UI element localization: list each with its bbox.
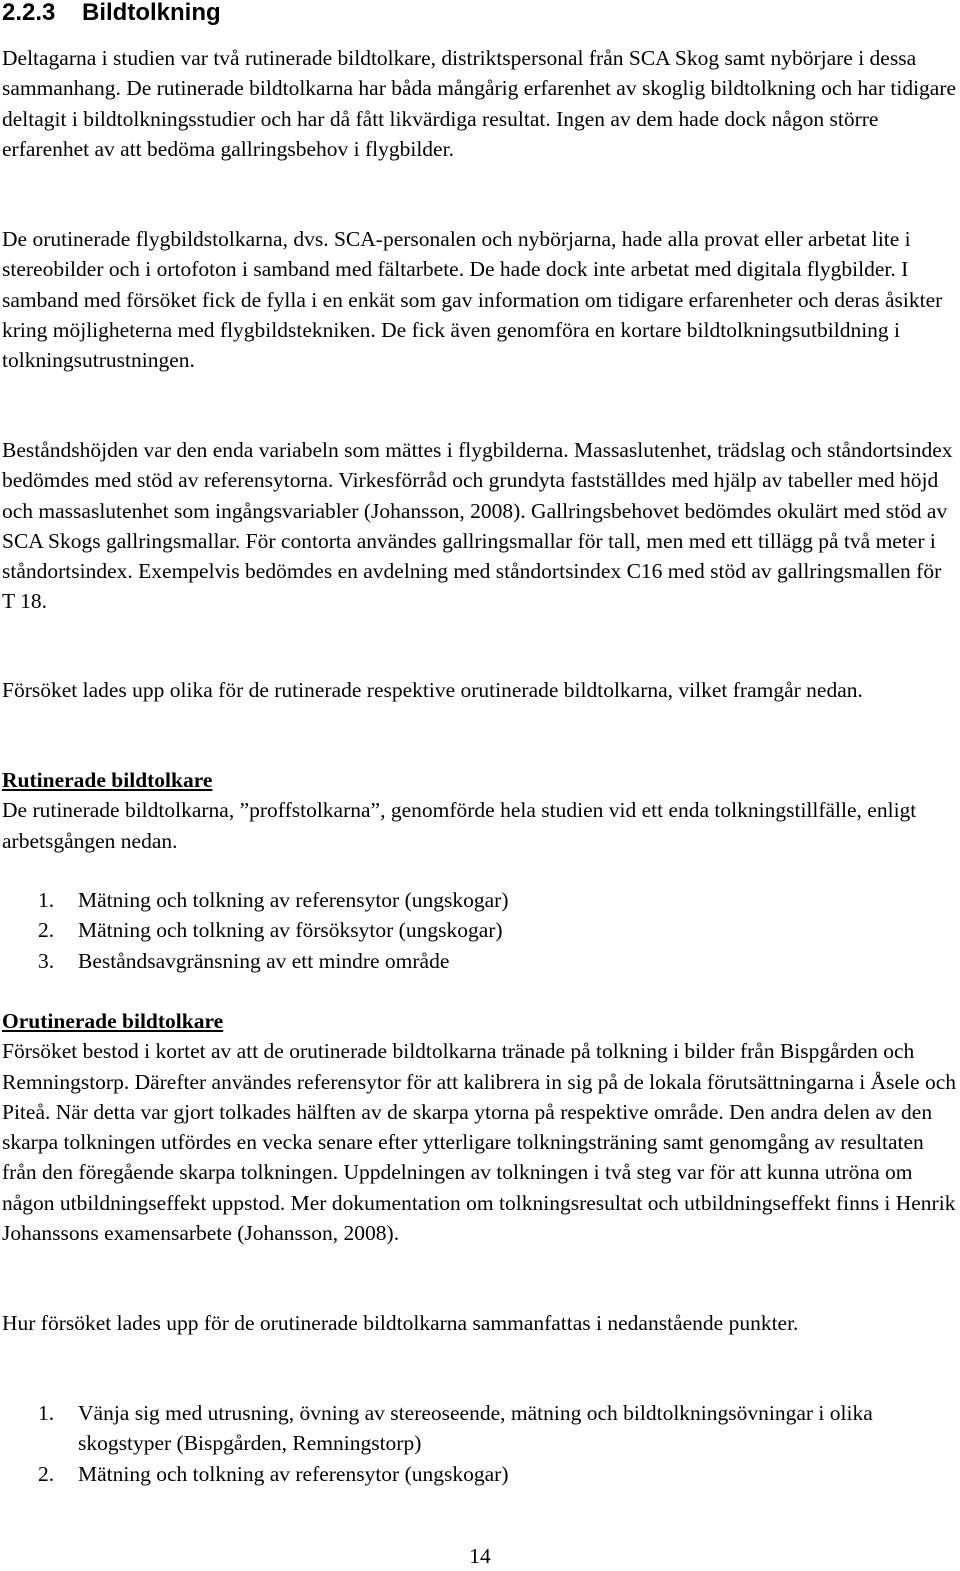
- paragraph-trained: De rutinerade bildtolkarna, ”proffstolkarna”, genomförde hela studien vid ett enda tolkningstillfälle, enligt arbetsgången nedan.: [2, 798, 917, 853]
- subheading-untrained: Orutinerade bildtolkare: [2, 1009, 224, 1033]
- section-number: 2.2.3: [2, 0, 56, 26]
- paragraph-participants: Deltagarna i studien var två rutinerade bildtolkare, distriktspersonal från SCA Skog samt nybörjare i dessa sammanhang. De rutinerade bildtolkarna har båda mångårig erfarenhet av skoglig bildtolkning och har tidigare deltagit i bildtolkningsstudier och har då fått likvärdiga resultat. Ingen av dem hade dock någon större erfarenhet av att bedöma gallringsbehov i flygbilder.: [2, 46, 957, 161]
- list-untrained-steps: [38, 1398, 938, 1489]
- paragraph-untrained-interpreters: De orutinerade flygbildstolkarna, dvs. SCA-personalen och nybörjarna, hade alla provat eller arbetat lite i stereobilder och i ortofoton i samband med fältarbete. De hade dock inte arbetat med digitala flygbilder. I samband med försöket fick de fylla i en enkät som gav information om tidigare erfarenheter och deras åsikter kring möjligheterna med flygbildstekniken. De fick även genomföra en kortare bildtolkningsutbildning i tolkningsutrustningen.: [2, 227, 943, 373]
- paragraph-summary: Hur försöket lades upp för de orutinerade bildtolkarna sammanfattas i nedanstående punkter.: [2, 1311, 799, 1335]
- page-number: 14: [469, 1544, 491, 1568]
- section-heading: [2, 0, 221, 28]
- paragraph-variables: Beståndshöjden var den enda variabeln som mättes i flygbilderna. Massaslutenhet, trädslag och ståndortsindex bedömdes med stöd av referensytorna. Virkesförråd och grundyta fastställdes med hjälp av tabeller med höjd och massaslutenhet som ingångsvariabler (Johansson, 2008). Gallringsbehovet bedömdes okulärt med stöd av SCA Skogs gallringsmallar. För contorta användes gallringsmallar för tall, men med ett tillägg på två meter i ståndortsindex. Exempelvis bedömdes en avdelning med ståndortsindex C16 med stöd av gallringsmallen för T 18.: [2, 438, 953, 614]
- list-trained-steps: [38, 885, 938, 976]
- paragraph-setup: Försöket lades upp olika för de rutinerade respektive orutinerade bildtolkarna, vilket framgår nedan.: [2, 678, 863, 702]
- list-item: 1. Mätning och tolkning av referensytor (ungskogar): [38, 888, 509, 912]
- list-item: 1. Vänja sig med utrusning, övning av stereoseende, mätning och bildtolkningsövningar i olika skogstyper (Bispgården, Remningstorp): [38, 1401, 873, 1456]
- section-trained: [2, 765, 957, 856]
- list-item: 2. Mätning och tolkning av referensytor (ungskogar): [38, 1461, 509, 1486]
- section-untrained: [2, 1006, 957, 1248]
- list-item: 3. Beståndsavgränsning av ett mindre område: [38, 948, 450, 973]
- paragraph-untrained: Försöket bestod i kortet av att de orutinerade bildtolkarna tränade på tolkning i bilder från Bispgården och Remningstorp. Därefter användes referensytor för att kalibrera in sig på de lokala förutsättningarna i Åsele och Piteå. När detta var gjort tolkades hälften av de skarpa ytorna på respektive område. Den andra delen av den skarpa tolkningen utfördes en vecka senare efter ytterligare tolkningsträning samt genomgång av resultaten från den föregående skarpa tolkningen. Uppdelningen av tolkningen i två steg var för att kunna utröna om någon utbildningseffekt uppstod. Mer dokumentation om tolkningsresultat och utbildningseffekt finns i Henrik Johanssons examensarbete (Johansson, 2008).: [2, 1039, 957, 1246]
- section-title: Bildtolkning: [82, 0, 221, 26]
- subheading-trained: Rutinerade bildtolkare: [2, 768, 213, 792]
- list-item: 2. Mätning och tolkning av försöksytor (ungskogar): [38, 918, 503, 943]
